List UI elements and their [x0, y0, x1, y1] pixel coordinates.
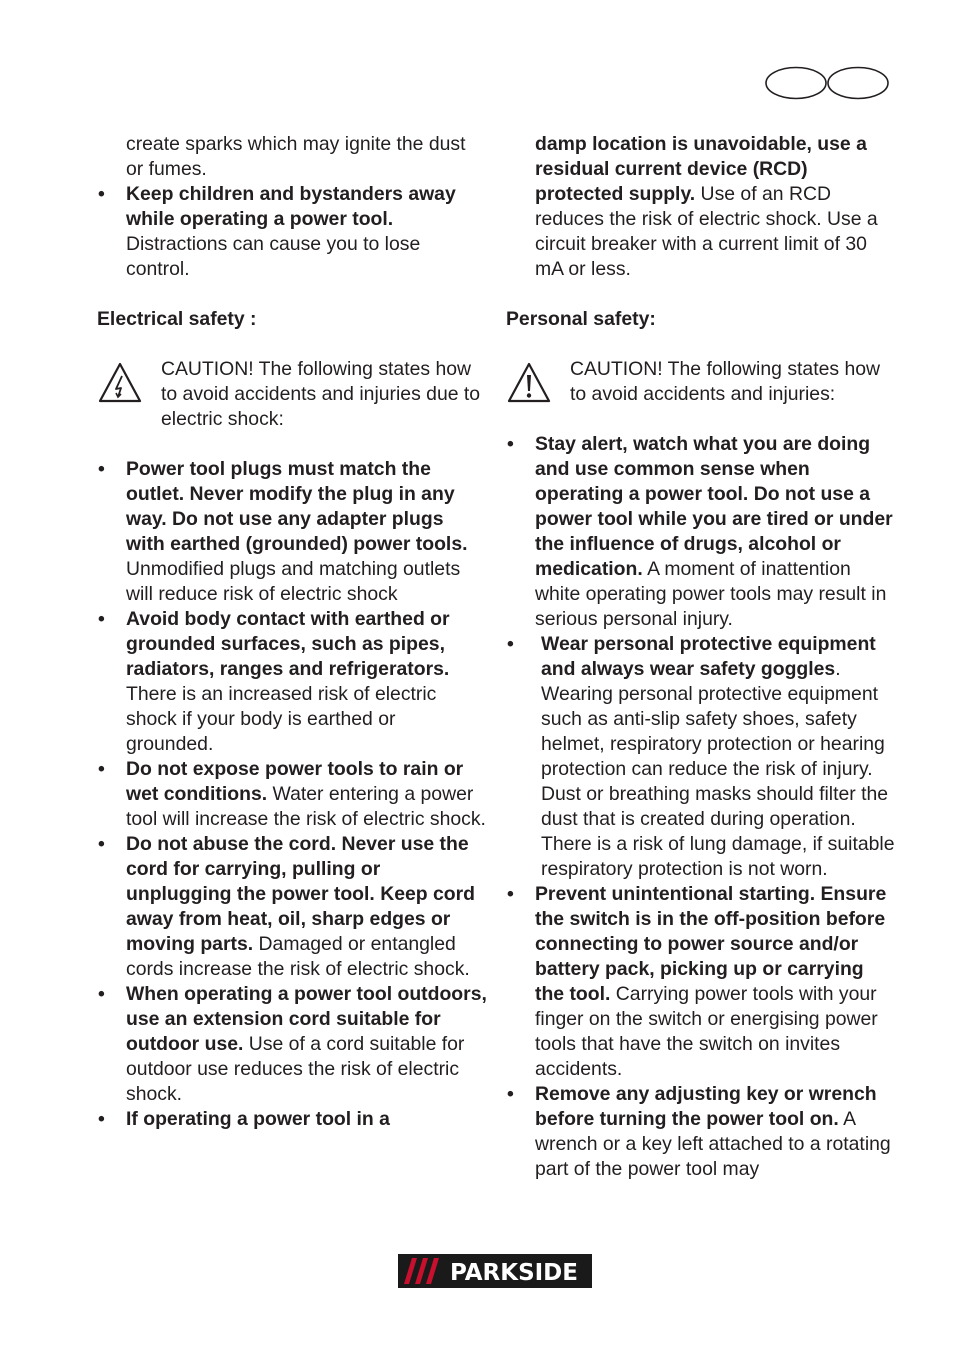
- language-ovals-icon: [764, 66, 890, 100]
- intro-continuation: create sparks which may ignite the dust or fumes.: [126, 133, 466, 180]
- electrical-caution-block: [97, 357, 487, 432]
- right-column: [506, 132, 896, 1182]
- bullet-stay-alert: • Stay alert, watch what you are doing and use common sense when operating a power tool. Do not use a power tool while you are tired or under the influence of drugs, alcohol or medication. A moment of inattention white operating power tools may result in serious personal injury.: [506, 432, 896, 632]
- personal-caution-block: [506, 357, 896, 432]
- electrical-caution-text: CAUTION! The following states how to avoid accidents and injuries due to electric shock:: [161, 358, 481, 430]
- exclamation-warning-icon: [506, 360, 552, 406]
- bullet-cord: • Do not abuse the cord. Never use the cord for carrying, pulling or unplugging the power tool. Keep cord away from heat, oil, sharp edges or moving parts. Damaged or entangled cords increase the risk of electric shock.: [97, 832, 487, 982]
- personal-caution-text: CAUTION! The following states how to avoid accidents and injuries:: [570, 358, 881, 405]
- bullet-plugs: • Power tool plugs must match the outlet. Never modify the plug in any way. Do not use any adapter plugs with earthed (grounded) power tools. Unmodified plugs and matching outlets will reduce risk of electric shock: [97, 457, 487, 607]
- high-voltage-warning-icon: [97, 360, 143, 406]
- bullet-protective-equipment: • Wear personal protective equipment and always wear safety goggles. Wearing personal protective equipment such as anti-slip safety shoes, safety helmet, respiratory protection or hearing protection can reduce the risk of injury. Dust or breathing masks should filter the dust that is created during operation. There is a risk of lung damage, if suitable respiratory protection is not worn.: [506, 632, 896, 882]
- bullet-adjusting-key: • Remove any adjusting key or wrench before turning the power tool on. A wrench or a key left attached to a rotating part of the power tool may: [506, 1082, 896, 1182]
- bullet-children-bystanders: • Keep children and bystanders away while operating a power tool. Distractions can cause you to lose control.: [97, 182, 487, 282]
- bullet-damp-location: • If operating a power tool in a: [97, 1107, 487, 1132]
- brand-name: PARKSIDE: [449, 1260, 579, 1286]
- left-column: [97, 132, 487, 1132]
- bullet-unintentional-starting: • Prevent unintentional starting. Ensure the switch is in the off-position before connecting to power source and/or battery pack, picking up or carrying the tool. Carrying power tools with your finger on the switch or energising power tools that have the switch on invites accidents.: [506, 882, 896, 1082]
- bullet-body-contact: • Avoid body contact with earthed or grounded surfaces, such as pipes, radiators, ranges and refrigerators. There is an increased risk of electric shock if your body is earthed or grounded.: [97, 607, 487, 757]
- parkside-logo: [398, 1254, 592, 1288]
- electrical-safety-heading: Electrical safety :: [97, 308, 257, 330]
- bullet-rain: • Do not expose power tools to rain or wet conditions. Water entering a power tool will increase the risk of electric shock.: [97, 757, 487, 832]
- bullet-outdoors: • When operating a power tool outdoors, use an extension cord suitable for outdoor use. Use of a cord suitable for outdoor use reduces the risk of electric shock.: [97, 982, 487, 1107]
- rcd-continuation: damp location is unavoidable, use a residual current device (RCD) protected supply. Use of an RCD reduces the risk of electric shock. Use a circuit breaker with a current limit of 30 mA or less.: [535, 133, 878, 280]
- personal-safety-heading: Personal safety:: [506, 308, 656, 330]
